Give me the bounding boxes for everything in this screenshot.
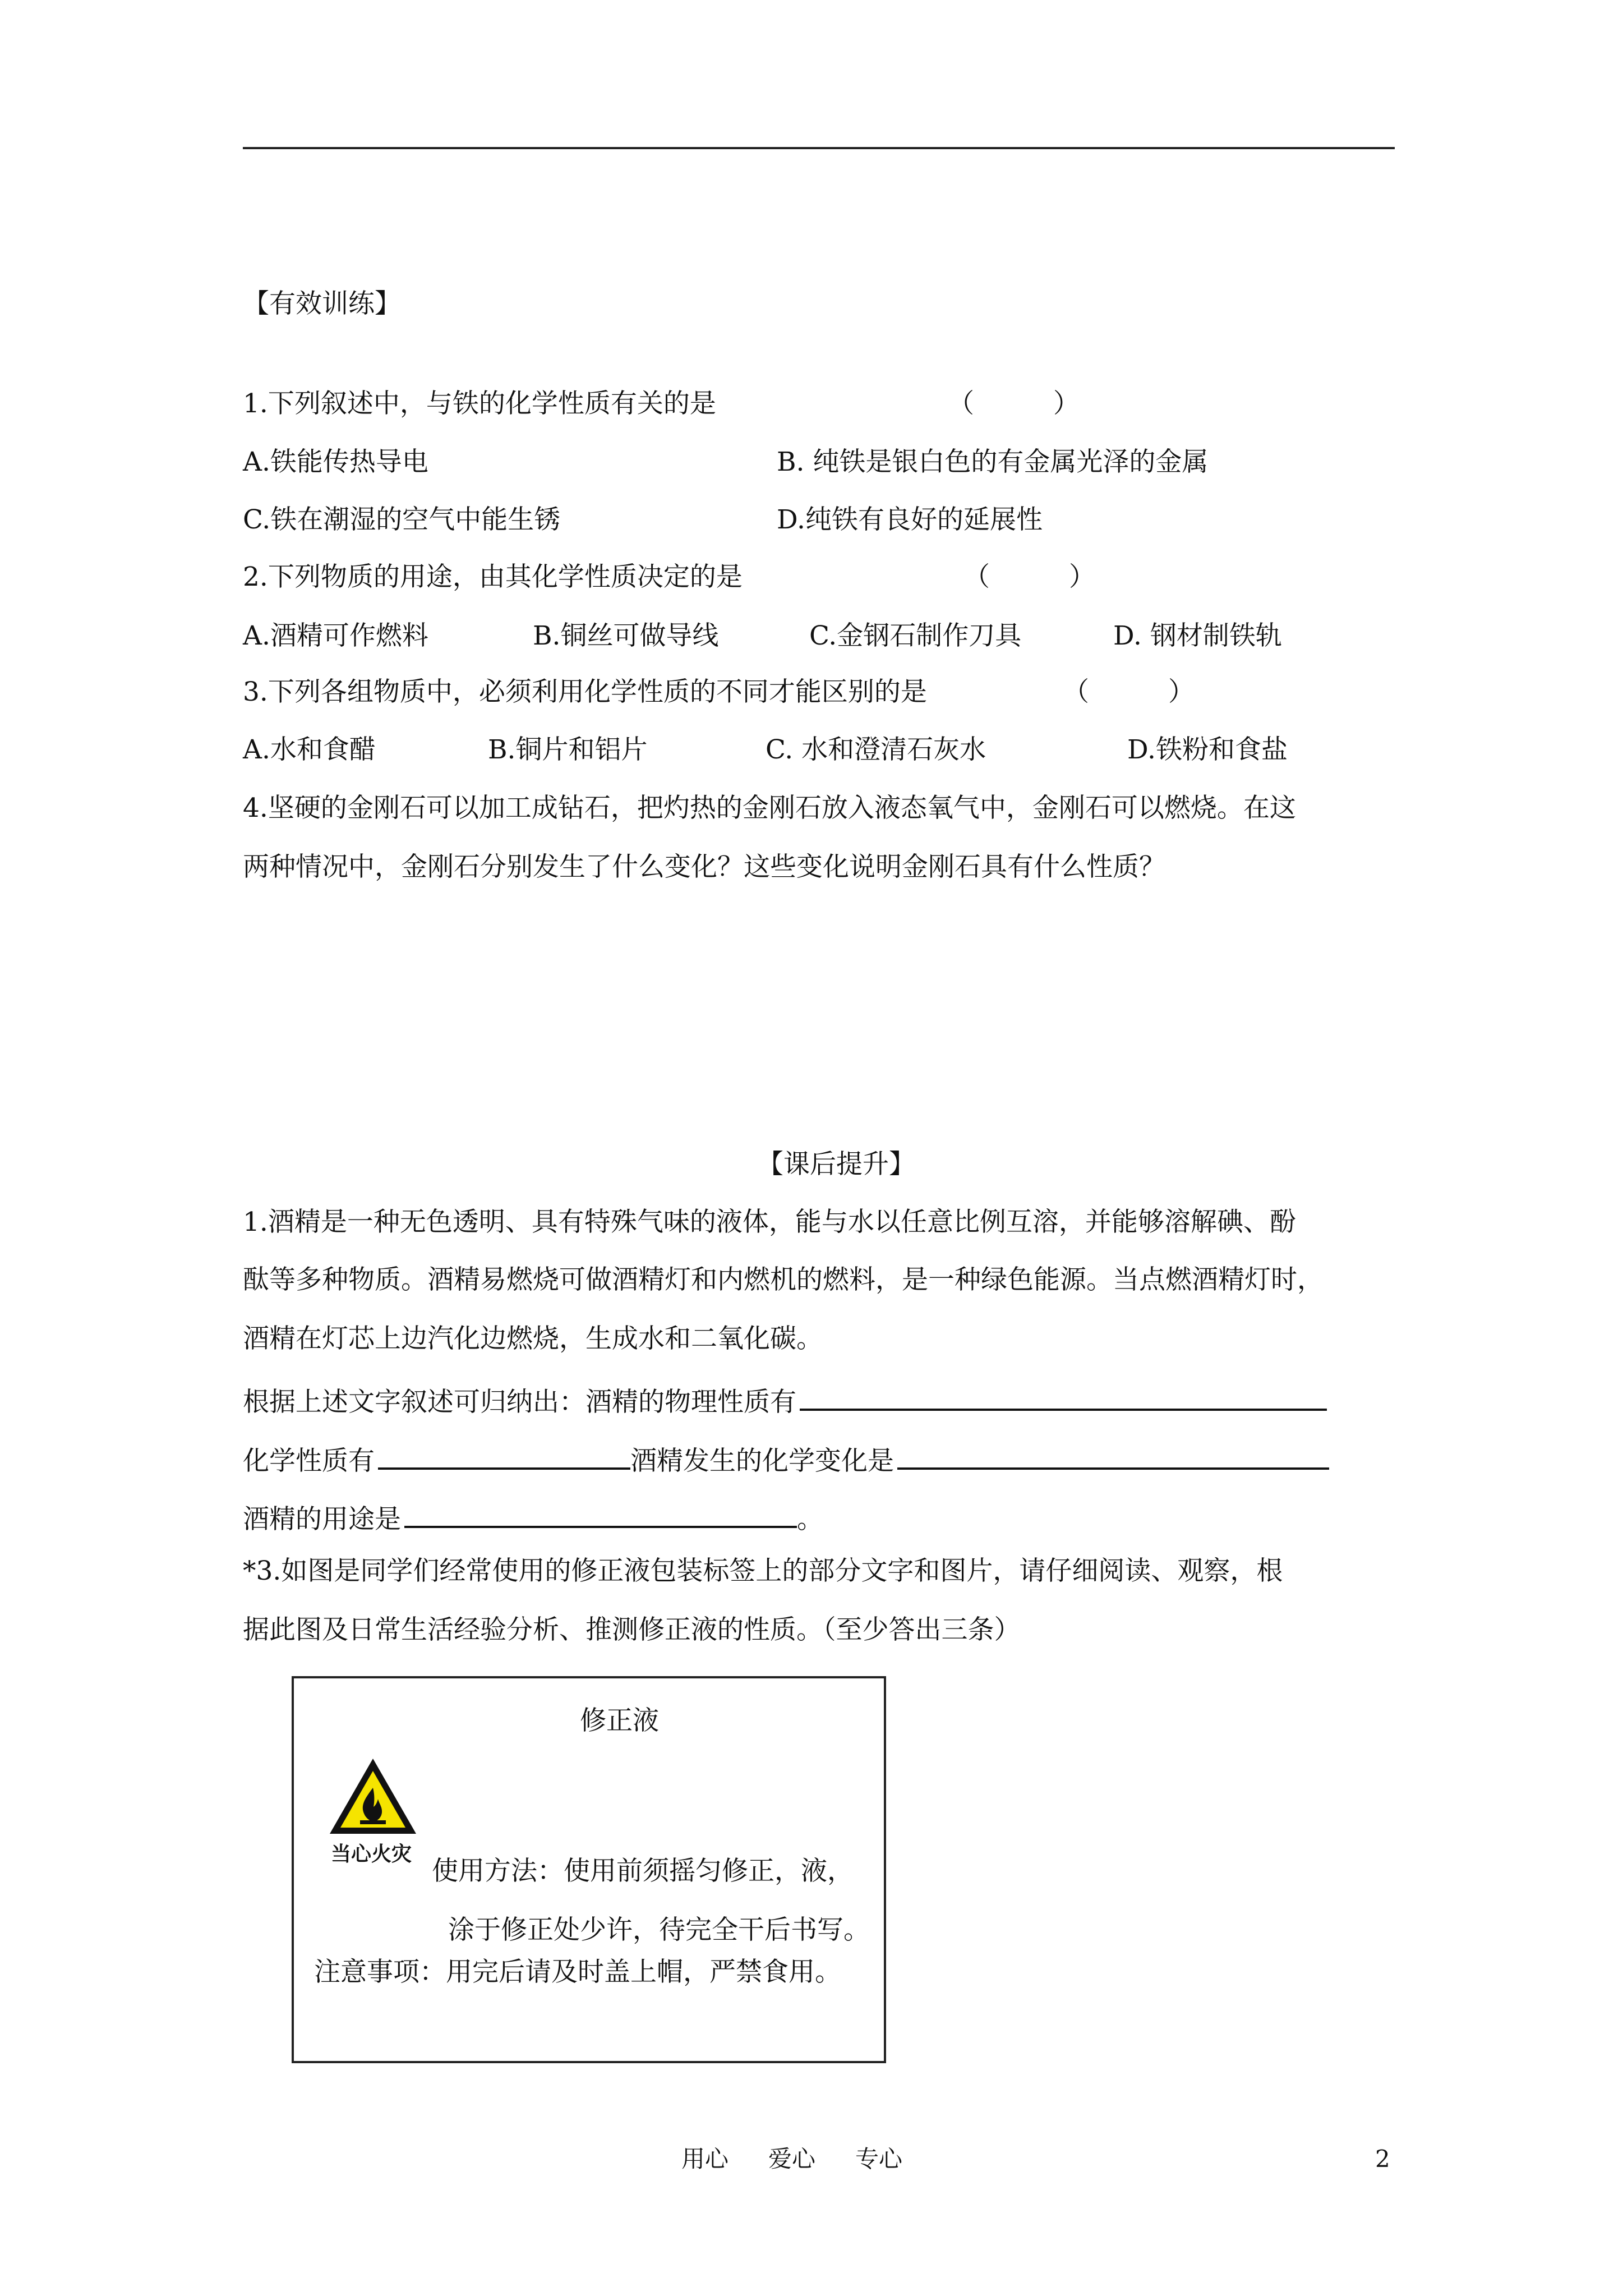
p1-line-1: 1.酒精是一种无色透明、具有特殊气味的液体，能与水以任意比例互溶，并能够溶解碘、酚 (243, 1207, 1296, 1237)
q1-option-c: C.铁在潮湿的空气中能生锈 (243, 504, 561, 535)
label-title: 修正液 (580, 1705, 659, 1736)
q2-answer-paren: （ ） (963, 562, 1095, 592)
usage-line-2: 涂于修正处少许，待完全干后书写。 (448, 1915, 870, 1945)
blank-chemical-change[interactable] (897, 1442, 1329, 1470)
q4-line-1: 4.坚硬的金刚石可以加工成钻石，把灼热的金刚石放入液态氧气中，金刚石可以燃烧。在这 (243, 793, 1296, 823)
footer-motto-3: 专心 (855, 2145, 903, 2173)
footer-motto-1: 用心 (681, 2145, 729, 2173)
q1-option-d: D.纯铁有良好的延展性 (777, 504, 1043, 535)
p3-line-2: 据此图及日常生活经验分析、推测修正液的性质。（至少答出三条） (243, 1614, 1021, 1645)
fill-label-chemical-change: 酒精发生的化学变化是 (630, 1446, 894, 1476)
fill-label-uses: 酒精的用途是 (243, 1504, 401, 1535)
q2-stem: 2.下列物质的用途，由其化学性质决定的是 (243, 562, 743, 592)
q3-answer-paren: （ ） (1063, 677, 1195, 707)
header-rule (243, 147, 1395, 149)
p3-line-1: *3.如图是同学们经常使用的修正液包装标签上的部分文字和图片，请仔细阅读、观察，根 (243, 1556, 1283, 1586)
usage-line-1: 使用方法：使用前须摇匀修正，液， (432, 1856, 854, 1887)
page-number: 2 (1375, 2145, 1390, 2173)
q2-option-a: A.酒精可作燃料 (243, 620, 428, 651)
fill-line-uses (243, 1500, 823, 1533)
q3-option-d: D.铁粉和食盐 (1127, 734, 1288, 765)
q2-option-d: D. 钢材制铁轨 (1113, 620, 1282, 651)
fill-line-chemical (243, 1442, 1329, 1474)
fill-line-physical (243, 1383, 1327, 1418)
p1-line-3: 酒精在灯芯上边汽化边燃烧，生成水和二氧化碳。 (243, 1323, 823, 1354)
q1-option-b: B. 纯铁是银白色的有金属光泽的金属 (777, 447, 1209, 477)
q3-option-c: C. 水和澄清石灰水 (766, 734, 986, 765)
fill-end-mark: 。 (797, 1504, 823, 1535)
warning-caption: 当心火灾 (331, 1843, 412, 1866)
notice-line: 注意事项：用完后请及时盖上帽，严禁食用。 (314, 1957, 841, 1987)
blank-chemical-properties[interactable] (378, 1442, 630, 1470)
q1-answer-paren: （ ） (948, 388, 1080, 419)
footer-motto-2: 爱心 (768, 2145, 816, 2173)
fill-label-chemical: 化学性质有 (243, 1446, 375, 1476)
fill-label-physical: 根据上述文字叙述可归纳出：酒精的物理性质有 (243, 1387, 796, 1418)
fire-warning-icon (325, 1754, 421, 1843)
q1-stem: 1.下列叙述中，与铁的化学性质有关的是 (243, 388, 716, 419)
blank-physical-properties[interactable] (800, 1383, 1327, 1411)
q1-option-a: A.铁能传热导电 (243, 447, 428, 477)
section-title-improvement: 【课后提升】 (757, 1149, 915, 1180)
blank-uses[interactable] (404, 1500, 797, 1528)
section-title-training: 【有效训练】 (243, 288, 401, 319)
q3-option-a: A.水和食醋 (243, 734, 376, 765)
q2-option-b: B.铜丝可做导线 (533, 620, 719, 651)
q4-line-2: 两种情况中，金刚石分别发生了什么变化？这些变化说明金刚石具有什么性质？ (243, 852, 1165, 882)
q3-option-b: B.铜片和铝片 (488, 734, 648, 765)
q3-stem: 3.下列各组物质中，必须利用化学性质的不同才能区别的是 (243, 677, 927, 707)
p1-line-2: 酞等多种物质。酒精易燃烧可做酒精灯和内燃机的燃料，是一种绿色能源。当点燃酒精灯时， (243, 1264, 1324, 1295)
q2-option-c: C.金钢石制作刀具 (809, 620, 1022, 651)
correction-fluid-label (292, 1676, 886, 2063)
